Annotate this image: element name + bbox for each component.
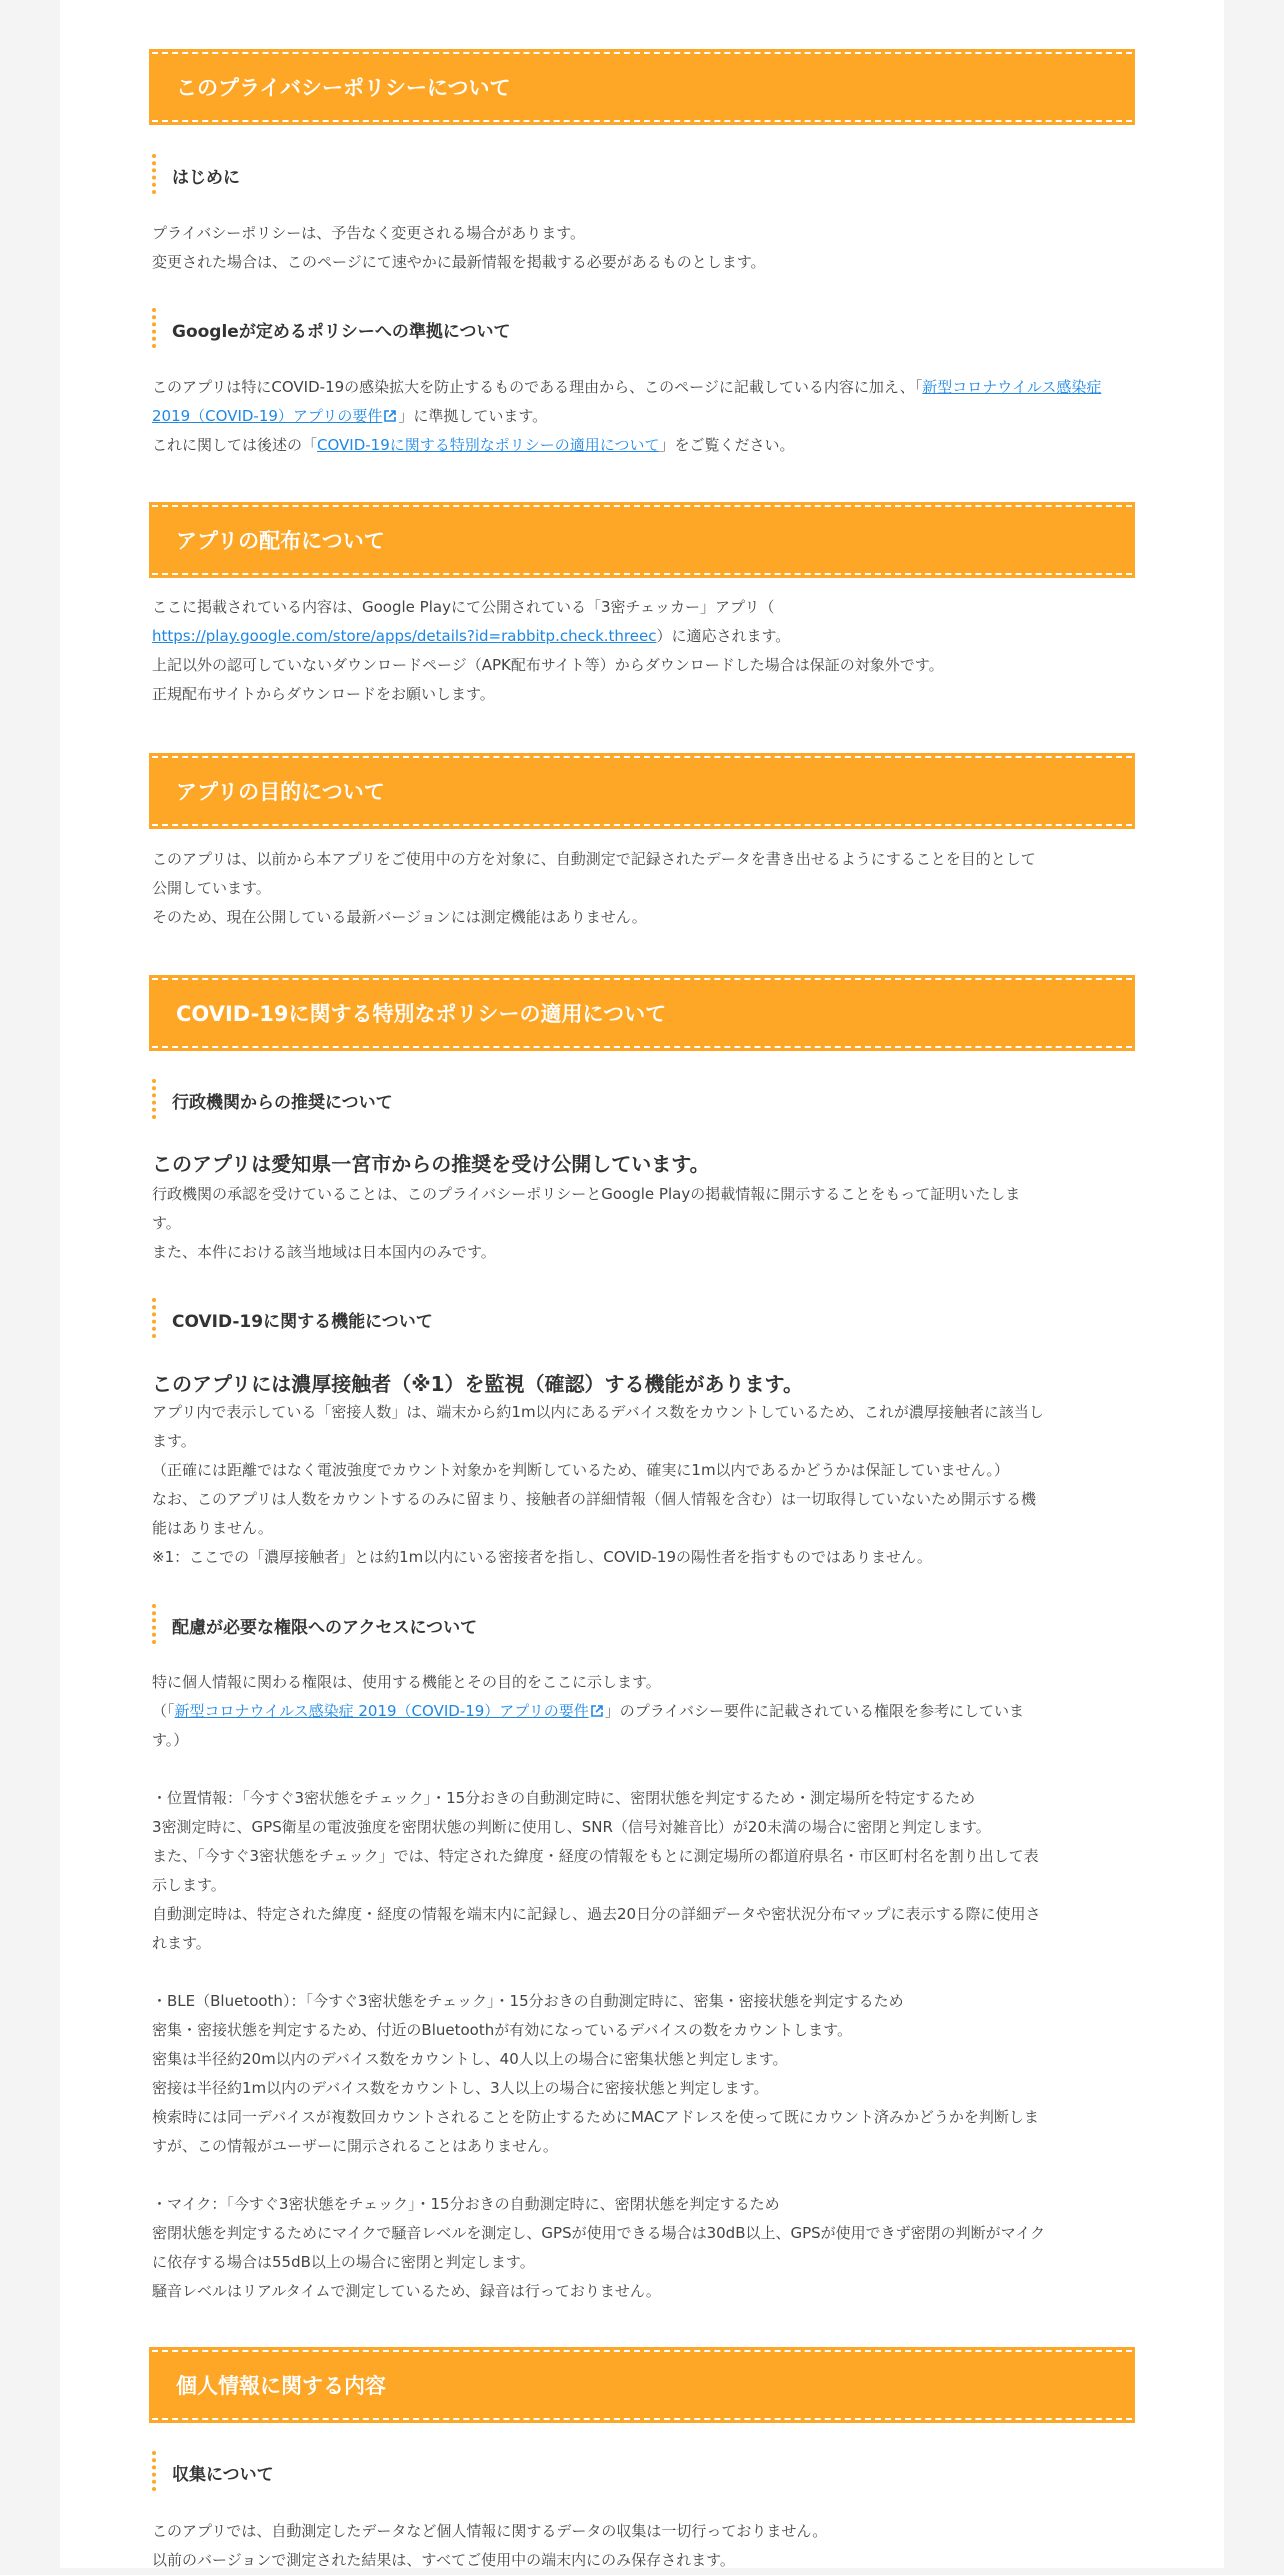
emphasis-covid-function: このアプリには濃厚接触者（※1）を監視（確認）する機能があります。 — [152, 1372, 803, 1396]
section-heading-personal — [152, 2350, 1132, 2420]
subheading-intro — [152, 154, 1132, 194]
subheading-title: Googleが定めるポリシーへの準拠について — [172, 322, 511, 342]
covid-requirements-link-2[interactable]: 新型コロナウイルス感染症 2019（COVID-19）アプリの要件 — [174, 1702, 589, 1720]
paragraph-intro: プライバシーポリシーは、予告なく変更される場合があります。 変更された場合は、このページにて速やかに最新情報を掲載する必要があるものとします。 — [152, 224, 766, 271]
section-heading-covid — [152, 978, 1132, 1048]
paragraph-location-permission: ・位置情報：「今すぐ3密状態をチェック」・15分おきの自動測定時に、密閉状態を判定するため・測定場所を特定するため 3密測定時に、GPS衛星の電波強度を密閉状態の判断に使用し、SNR（信号対雑音比）が20未満の場合に密閉と判定します。 また、「今すぐ3密状態をチェック」では、特定された緯度・経度の情報をもとに測定場所の都道府県名・市区町村名を割り出して表 示します。 自動測定時は、特定された緯度・経度の情報を端末内に記録し、過去20日分の詳細データや密状況分布マップに表示する際に使用さ れます。 — [152, 1789, 1041, 1952]
paragraph-government: 行政機関の承認を受けていることは、このプライバシーポリシーとGoogle Playの掲載情報に開示することをもって証明いたしま す。 また、本件における該当地域は日本国内のみです。 — [152, 1185, 1021, 1261]
section-title: アプリの配布について — [176, 529, 385, 553]
paragraph-ble-permission: ・BLE（Bluetooth）：「今すぐ3密状態をチェック」・15分おきの自動測定時に、密集・密接状態を判定するため 密集・密接状態を判定するため、付近のBluetoothが有効になっているデバイスの数をカウントします。 密集は半径約20m以内のデバイス数をカウントし、40人以上の場合に密集状態と判定します。 密接は半径約1m以内のデバイス数をカウントし、3人以上の場合に密接状態と判定します。 検索時には同一デバイスが複数回カウントされることを防止するためにMACアドレスを使って既にカウント済みかどうかを判断しま すが、この情報がユーザーに開示されることはありません。 — [152, 1992, 1039, 2155]
paragraph-distribution: ここに掲載されている内容は、Google Playにて公開されている「3密チェッカー」アプリ（ https://play.google.com/store/apps/details?id=rabbitp.check.threec）に適応されます。 上記以外の認可していないダウンロードページ（APK配布サイト等）からダウンロードした場合は保証の対象外です。 正規配布サイトからダウンロードをお願いします。 — [152, 598, 944, 703]
play-store-link[interactable]: https://play.google.com/store/apps/details?id=rabbitp.check.threec — [152, 627, 657, 645]
section-title: アプリの目的について — [176, 780, 385, 804]
paragraph-purpose: このアプリは、以前から本アプリをご使用中の方を対象に、自動測定で記録されたデータを書き出せるようにすることを目的として 公開しています。 そのため、現在公開している最新バージョンには測定機能はありません。 — [152, 850, 1036, 926]
subheading-title: 収集について — [172, 2465, 274, 2485]
subheading-permissions — [152, 1604, 1132, 1644]
subheading-title: COVID-19に関する機能について — [172, 1312, 433, 1332]
paragraph-collection: このアプリでは、自動測定したデータなど個人情報に関するデータの収集は一切行っておりません。 以前のバージョンで測定された結果は、すべてご使用中の端末内にのみ保存されます。 — [152, 2522, 828, 2569]
section-heading-purpose — [152, 756, 1132, 826]
paragraph-mic-permission: ・マイク：「今すぐ3密状態をチェック」・15分おきの自動測定時に、密閉状態を判定するため 密閉状態を判定するためにマイクで騒音レベルを測定し、GPSが使用できる場合は30dB以上、GPSが使用できず密閉の判断がマイク に依存する場合は55dB以上の場合に密閉と判定します。 騒音レベルはリアルタイムで測定しているため、録音は行っておりません。 — [152, 2195, 1046, 2300]
subheading-title: 配慮が必要な権限へのアクセスについて — [172, 1618, 478, 1638]
subheading-title: はじめに — [172, 168, 240, 188]
external-link-icon — [591, 1705, 603, 1717]
subheading-title: 行政機関からの推奨について — [172, 1093, 393, 1113]
section-title: COVID-19に関する特別なポリシーの適用について — [176, 1002, 667, 1026]
section-heading-distribution — [152, 505, 1132, 575]
page — [60, 0, 1224, 2568]
covid-requirements-link[interactable]: 新型コロナウイルス感染症 2019（COVID-19）アプリの要件 — [152, 378, 1102, 425]
emphasis-government: このアプリは愛知県一宮市からの推奨を受け公開しています。 — [152, 1152, 710, 1176]
subheading-covid-function — [152, 1298, 1132, 1338]
external-link-icon — [384, 410, 396, 422]
subheading-collection — [152, 2451, 1132, 2491]
paragraph-permissions: 特に個人情報に関わる権限は、使用する機能とその目的をここに示します。 （「新型コロナウイルス感染症 2019（COVID-19）アプリの要件 」のプライバシー要件に記載されている権限を参考にしていま す。） — [152, 1673, 1024, 1749]
subheading-google-policy — [152, 308, 1132, 348]
subheading-government — [152, 1079, 1132, 1119]
paragraph-google-policy: このアプリは特にCOVID-19の感染拡大を防止するものである理由から、このページに記載している内容に加え、「新型コロナウイルス感染症 2019（COVID-19）アプリの要件 」に準拠しています。 これに関しては後述の「COVID-19に関する特別なポリシーの適用について」をご覧ください。 — [152, 378, 1102, 454]
covid-policy-anchor-link[interactable]: COVID-19に関する特別なポリシーの適用について — [317, 436, 660, 454]
paragraph-covid-function: アプリ内で表示している「密接人数」は、端末から約1m以内にあるデバイス数をカウントしているため、これが濃厚接触者に該当し ます。 （正確には距離ではなく電波強度でカウント対象かを判断しているため、確実に1m以内であるかどうかは保証していません。） なお、このアプリは人数をカウントするのみに留まり、接触者の詳細情報（個人情報を含む）は一切取得していないため開示する機 能はありません。 ※1：ここでの「濃厚接触者」とは約1m以内にいる密接者を指し、COVID-19の陽性者を指すものではありません。 — [152, 1403, 1044, 1566]
section-heading-privacy — [152, 52, 1132, 122]
section-title: このプライバシーポリシーについて — [176, 76, 511, 100]
section-title: 個人情報に関する内容 — [176, 2374, 386, 2398]
